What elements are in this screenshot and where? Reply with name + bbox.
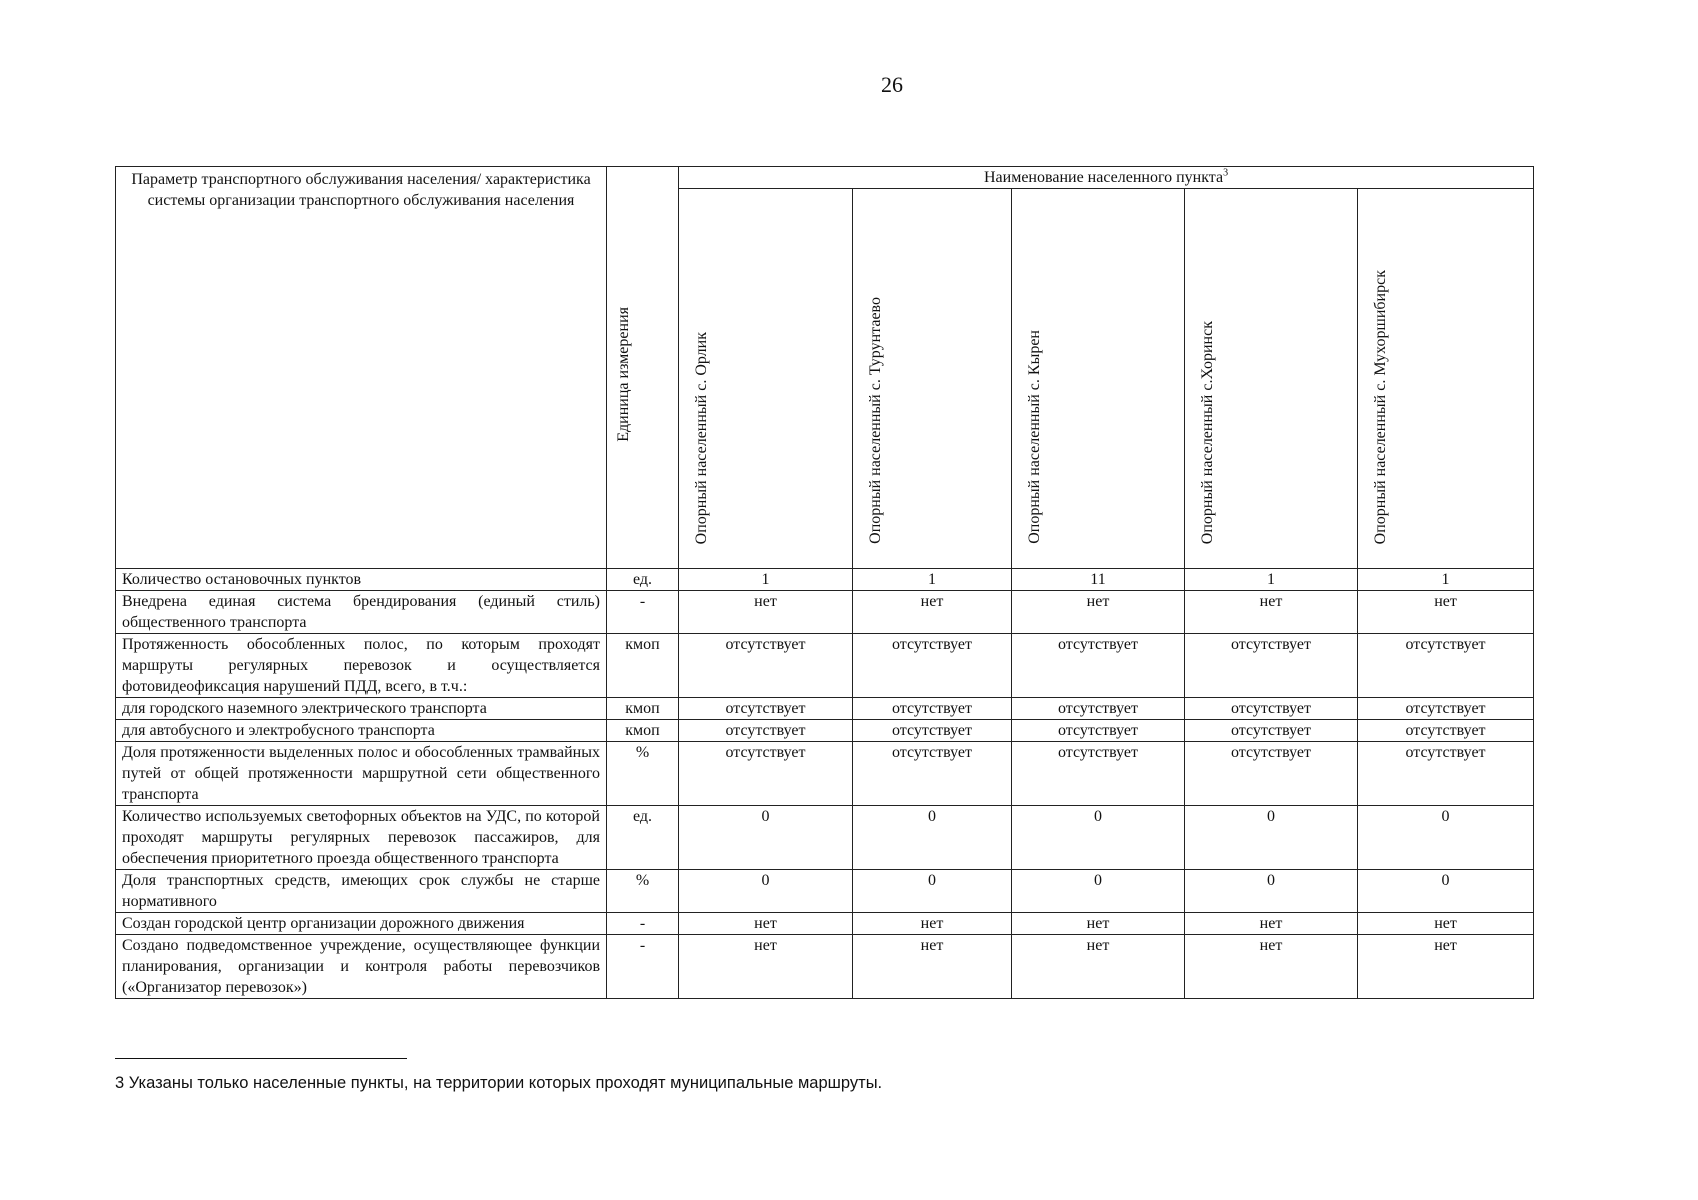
row-value: отсутствует: [853, 634, 1012, 698]
row-value: нет: [679, 913, 853, 935]
table-row: [116, 591, 1534, 634]
table-row: [116, 698, 1534, 720]
row-value: нет: [1358, 935, 1534, 999]
settlement-header-text: Опорный населенный с. Орлик: [693, 331, 710, 544]
footnote: [115, 1074, 882, 1093]
row-value: отсутствует: [1185, 634, 1358, 698]
table-row: [116, 742, 1534, 806]
row-value: отсутствует: [679, 742, 853, 806]
row-parameter: для автобусного и электробусного транспорта: [116, 720, 607, 742]
row-value: нет: [1012, 591, 1185, 634]
footnote-ref: 3: [1223, 167, 1229, 179]
footnote-marker: 3: [115, 1074, 125, 1092]
row-parameter: Количество используемых светофорных объектов на УДС, по которой проходят маршруты регулярных перевозок пассажиров, для обеспечения приоритетного проезда общественного транспорта: [116, 806, 607, 870]
row-value: нет: [853, 935, 1012, 999]
row-value: 0: [1358, 870, 1534, 913]
settlements-group-header-text: Наименование населенного пункта: [983, 169, 1224, 186]
row-value: нет: [1012, 913, 1185, 935]
row-value: отсутствует: [1185, 698, 1358, 720]
row-value: 1: [853, 569, 1012, 591]
page-number: 26: [881, 72, 903, 97]
unit-column-header-text: Единица измерения: [615, 307, 632, 442]
row-unit: кмоп: [607, 634, 679, 698]
row-unit: ед.: [607, 806, 679, 870]
row-value: 0: [1185, 806, 1358, 870]
settlement-header-text: Опорный населенный с.Хоринск: [1199, 320, 1216, 544]
settlement-header-2: [853, 189, 1012, 569]
row-value: нет: [679, 591, 853, 634]
row-value: нет: [853, 913, 1012, 935]
settlement-header-text: Опорный населенный с. Турунтаево: [867, 297, 884, 544]
row-parameter: Создано подведомственное учреждение, осуществляющее функции планирования, организации и контроля работы перевозчиков («Организатор перевозок»): [116, 935, 607, 999]
row-value: нет: [1185, 591, 1358, 634]
settlement-header-text: Опорный населенный с. Мухоршибирск: [1372, 269, 1389, 544]
settlement-header-3: [1012, 189, 1185, 569]
row-value: 0: [679, 870, 853, 913]
row-value: отсутствует: [1358, 742, 1534, 806]
row-value: 0: [1012, 870, 1185, 913]
settlement-header-text: Опорный населенный с. Кырен: [1026, 330, 1043, 544]
row-value: отсутствует: [1012, 720, 1185, 742]
row-unit: кмоп: [607, 698, 679, 720]
row-unit: кмоп: [607, 720, 679, 742]
row-unit: ед.: [607, 569, 679, 591]
table-row: [116, 720, 1534, 742]
row-value: 11: [1012, 569, 1185, 591]
row-value: нет: [679, 935, 853, 999]
row-value: отсутствует: [1185, 742, 1358, 806]
row-value: нет: [853, 591, 1012, 634]
footnote-text: Указаны только населенные пункты, на территории которых проходят муниципальные маршруты.: [128, 1074, 883, 1092]
row-value: нет: [1185, 913, 1358, 935]
row-parameter: Доля протяженности выделенных полос и обособленных трамвайных путей от общей протяженности маршрутной сети общественного транспорта: [116, 742, 607, 806]
row-parameter: Внедрена единая система брендирования (единый стиль) общественного транспорта: [116, 591, 607, 634]
row-value: 1: [1185, 569, 1358, 591]
table-row: [116, 806, 1534, 870]
row-value: 0: [1185, 870, 1358, 913]
row-parameter: Протяженность обособленных полос, по которым проходят маршруты регулярных перевозок и осуществляется фотовидеофиксация нарушений ПДД, всего, в т.ч.:: [116, 634, 607, 698]
row-value: отсутствует: [853, 698, 1012, 720]
row-value: 0: [853, 806, 1012, 870]
row-unit: %: [607, 870, 679, 913]
row-value: 0: [1012, 806, 1185, 870]
row-unit: -: [607, 591, 679, 634]
settlement-header-1: [679, 189, 853, 569]
transport-service-table: [115, 166, 1534, 999]
row-value: нет: [1012, 935, 1185, 999]
row-value: 0: [1358, 806, 1534, 870]
unit-column-header: [607, 167, 679, 569]
row-value: отсутствует: [679, 720, 853, 742]
settlement-header-5: [1358, 189, 1534, 569]
row-value: отсутствует: [1358, 720, 1534, 742]
row-value: отсутствует: [679, 634, 853, 698]
table-row: [116, 913, 1534, 935]
row-value: 1: [1358, 569, 1534, 591]
table-row: [116, 569, 1534, 591]
row-unit: -: [607, 935, 679, 999]
table-row: [116, 870, 1534, 913]
row-value: отсутствует: [853, 742, 1012, 806]
param-column-header: Параметр транспортного обслуживания населения/ характеристика системы организации транспортного обслуживания населения: [116, 167, 607, 569]
row-parameter: Создан городской центр организации дорожного движения: [116, 913, 607, 935]
row-parameter: для городского наземного электрического транспорта: [116, 698, 607, 720]
row-unit: %: [607, 742, 679, 806]
footnote-divider: [115, 1058, 407, 1059]
row-value: отсутствует: [1012, 698, 1185, 720]
table-row: [116, 935, 1534, 999]
row-value: отсутствует: [1358, 634, 1534, 698]
row-parameter: Количество остановочных пунктов: [116, 569, 607, 591]
row-value: нет: [1358, 913, 1534, 935]
row-value: отсутствует: [1358, 698, 1534, 720]
row-value: 0: [853, 870, 1012, 913]
row-unit: -: [607, 913, 679, 935]
row-value: отсутствует: [1012, 634, 1185, 698]
settlement-header-4: [1185, 189, 1358, 569]
row-value: нет: [1358, 591, 1534, 634]
row-value: отсутствует: [679, 698, 853, 720]
row-value: 1: [679, 569, 853, 591]
row-value: отсутствует: [853, 720, 1012, 742]
row-value: 0: [679, 806, 853, 870]
row-value: нет: [1185, 935, 1358, 999]
settlements-group-header: [679, 167, 1534, 189]
row-value: отсутствует: [1012, 742, 1185, 806]
row-value: отсутствует: [1185, 720, 1358, 742]
row-parameter: Доля транспортных средств, имеющих срок службы не старше нормативного: [116, 870, 607, 913]
table-row: [116, 634, 1534, 698]
